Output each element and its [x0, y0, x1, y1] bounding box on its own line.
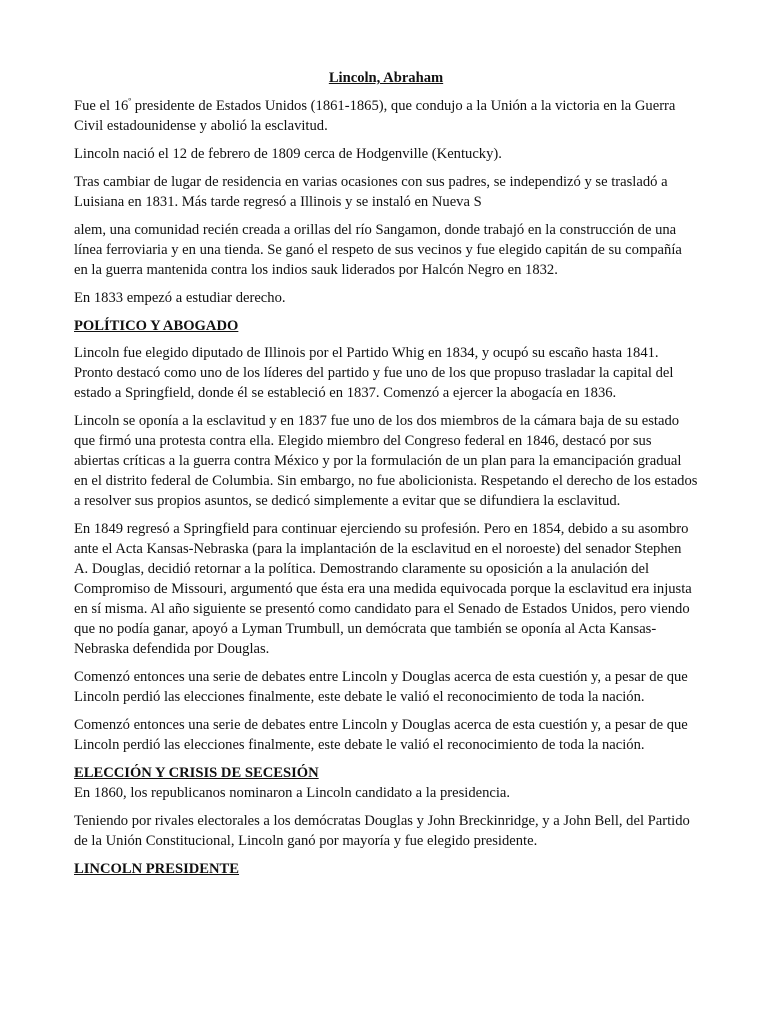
heading-politico-y-abogado: POLÍTICO Y ABOGADO: [74, 318, 239, 334]
paragraph-law-studies: En 1833 empezó a estudiar derecho.: [74, 290, 286, 306]
intro-text-end: presidente de Estados Unidos (1861-1865), que condujo a la Unión a la victoria en la Guerra Civil estadounidense y abolió la esclavitud.: [74, 98, 676, 134]
paragraph-slavery: Lincoln se oponía a la esclavitud y en 1837 fue uno de los dos miembros de la cámara baja de su estado que firmó una protesta contra ella. Elegido miembro del Congreso federal en 1846, destacó por sus abiertas críticas a la guerra contra México y por la formulación de un plan para la emancipación gradual en el distrito federal de Columbia. Sin embargo, no fue abolicionista. Respetando el derecho de los estados a resolver sus propios asuntos, se dedicó simplemente a evitar que se difundiera la esclavitud.: [74, 413, 698, 509]
paragraph-intro: [74, 96, 698, 136]
ordinal-superscript: º: [128, 96, 132, 107]
document-body: [74, 68, 698, 886]
paragraph-1849: En 1849 regresó a Springfield para continuar ejerciendo su profesión. Pero en 1854, debido a su asombro ante el Acta Kansas-Nebraska (para la implantación de la esclavitud en el noroeste) del senador Stephen A. Douglas, decidió retornar a la política. Demostrando claramente su oposición a la anulación del Compromiso de Missouri, argumentó que ésta era una medida equivocada porque la esclavitud era injusta en sí misma. Al año siguiente se presentó como candidato para el Senado de Estados Unidos, pero viendo que no podía ganar, apoyó a Lyman Trumbull, un demócrata que también se oponía al Acta Kansas-Nebraska defendida por Douglas.: [74, 521, 692, 657]
heading-lincoln-presidente: LINCOLN PRESIDENTE: [74, 861, 240, 877]
paragraph-moves: Tras cambiar de lugar de residencia en varias ocasiones con sus padres, se independizó y se trasladó a Luisiana en 1831. Más tarde regresó a Illinois y se instaló en Nueva S: [74, 174, 668, 210]
paragraph-new-salem: alem, una comunidad recién creada a orillas del río Sangamon, donde trabajó en la construcción de una línea ferroviaria y en una tienda. Se ganó el respeto de sus vecinos y fue elegido capitán de su compañía en la guerra mantenida contra los indios sauk liderados por Halcón Negro en 1832.: [74, 222, 682, 278]
paragraph-rivals: Teniendo por rivales electorales a los demócratas Douglas y John Breckinridge, y a John Bell, del Partido de la Unión Constitucional, Lincoln ganó por mayoría y fue elegido presidente.: [74, 813, 690, 849]
paragraph-debates-repeat: Comenzó entonces una serie de debates entre Lincoln y Douglas acerca de esta cuestión y, a pesar de que Lincoln perdió las elecciones finalmente, este debate le valió el reconocimiento de toda la nación.: [74, 717, 688, 753]
heading-eleccion-y-crisis: ELECCIÓN Y CRISIS DE SECESIÓN: [74, 765, 319, 781]
paragraph-deputy: Lincoln fue elegido diputado de Illinois por el Partido Whig en 1834, y ocupó su escaño hasta 1841. Pronto destacó como uno de los líderes del partido y fue uno de los que propuso trasladar la capital del estado a Springfield, donde él se estableció en 1837. Comenzó a ejercer la abogacía en 1836.: [74, 345, 674, 401]
paragraph-1860: En 1860, los republicanos nominaron a Lincoln candidato a la presidencia.: [74, 785, 511, 801]
paragraph-debates: Comenzó entonces una serie de debates entre Lincoln y Douglas acerca de esta cuestión y, a pesar de que Lincoln perdió las elecciones finalmente, este debate le valió el reconocimiento de toda la nación.: [74, 669, 688, 705]
paragraph-birth: Lincoln nació el 12 de febrero de 1809 cerca de Hodgenville (Kentucky).: [74, 146, 502, 162]
document-title: Lincoln, Abraham: [328, 70, 444, 86]
intro-text-start: Fue el 16: [74, 98, 129, 114]
